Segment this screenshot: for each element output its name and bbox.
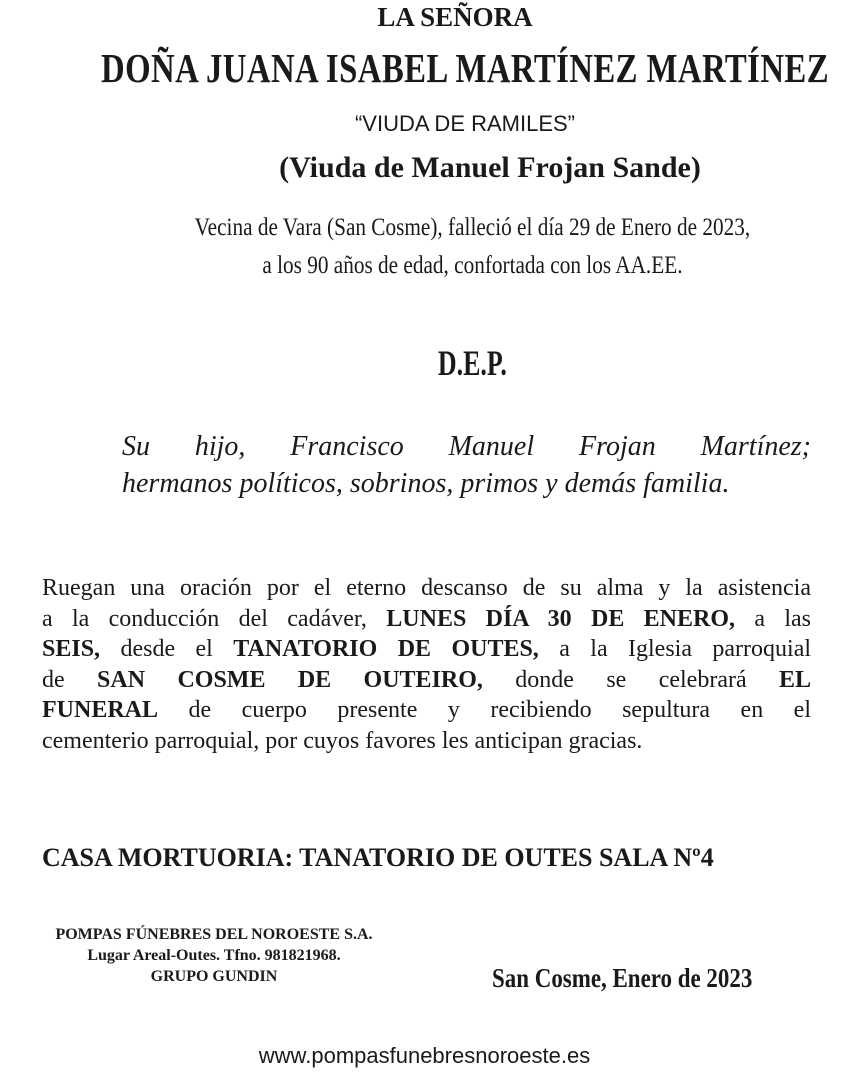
website-link[interactable]: www.pompasfunebresnoroeste.es — [258, 1043, 591, 1068]
prayer-line-5 — [42, 695, 811, 726]
church-name: SAN COSME DE OUTEIRO, — [97, 666, 483, 693]
prayer-text: donde se celebrará — [515, 666, 747, 693]
funeral-label: EL — [779, 666, 812, 693]
residence-line-1: Vecina de Vara (San Cosme), falleció el día 29 de Enero de 2023, — [194, 214, 751, 241]
widow-of: (Viuda de Manuel Frojan Sande) — [279, 151, 701, 184]
prayer-line-3 — [42, 634, 811, 665]
prayer-text: a las — [754, 605, 812, 632]
company-address: Lugar Areal-Outes. Tfno. 981821968. — [87, 947, 341, 964]
casa-mortuoria: CASA MORTUORIA: TANATORIO DE OUTES SALA Nº4 — [42, 843, 714, 872]
family-paragraph — [122, 428, 811, 502]
header-title: LA SEÑORA — [377, 2, 533, 32]
funeral-label: FUNERAL — [42, 697, 159, 723]
prayer-line-2 — [42, 604, 811, 635]
company-group: GRUPO GUNDIN — [150, 968, 278, 985]
dateline: San Cosme, Enero de 2023 — [492, 963, 753, 993]
company-block — [8, 924, 420, 987]
deceased-alias: “VIUDA DE RAMILES” — [354, 111, 576, 136]
residence-line-2: a los 90 años de edad, confortada con los AA.EE. — [262, 252, 683, 279]
funeral-home: TANATORIO DE OUTES, — [233, 636, 539, 662]
deceased-name: DOÑA JUANA ISABEL MARTÍNEZ MARTÍNEZ — [101, 45, 829, 91]
family-line-2: hermanos políticos, sobrinos, primos y demás familia. — [122, 468, 730, 499]
prayer-text: a la conducción del cadáver, — [42, 605, 367, 632]
company-name: POMPAS FÚNEBRES DEL NOROESTE S.A. — [55, 926, 373, 943]
funeral-hour: SEIS, — [42, 636, 101, 662]
dep-heading: D.E.P. — [437, 343, 507, 383]
prayer-text: de cuerpo presente y recibiendo sepultura en el — [188, 697, 811, 723]
prayer-line-1: Ruegan una oración por el eterno descanso de su alma y la asistencia — [42, 575, 811, 601]
prayer-text: desde el — [120, 636, 213, 662]
prayer-text: a la Iglesia parroquial — [559, 636, 812, 662]
prayer-paragraph — [42, 573, 811, 756]
family-line-1: Su hijo, Francisco Manuel Frojan Martínez; — [122, 431, 811, 462]
prayer-text: de — [42, 666, 65, 693]
prayer-line-4 — [42, 665, 811, 696]
prayer-line-6: cementerio parroquial, por cuyos favores les anticipan gracias. — [42, 727, 643, 754]
funeral-date: LUNES DÍA 30 DE ENERO, — [386, 605, 736, 632]
